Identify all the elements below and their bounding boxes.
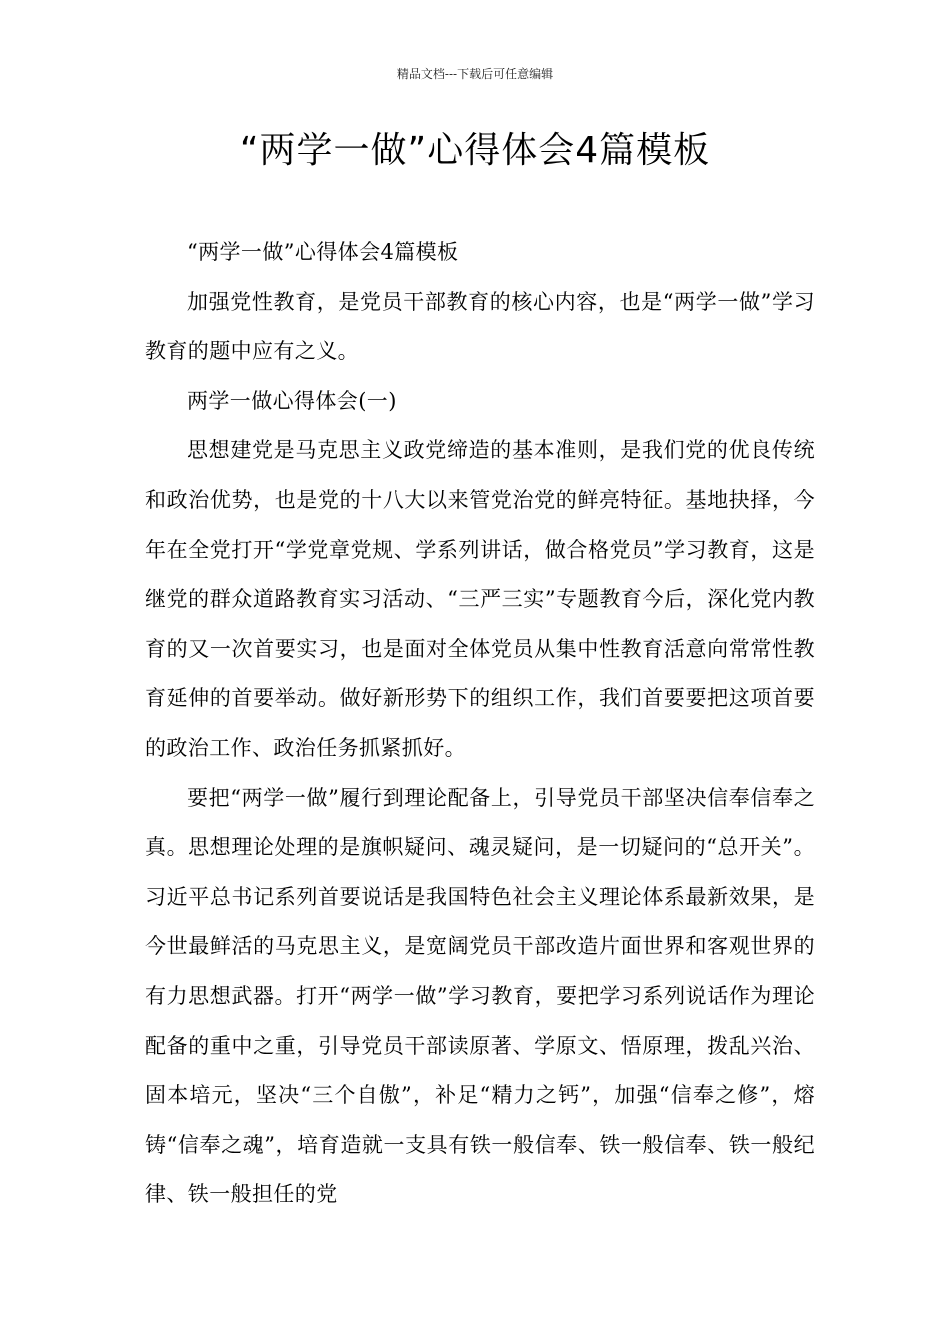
paragraph: 要把“两学一做”履行到理论配备上，引导党员干部坚决信奉信奉之真。思想理论处理的是旗帜疑问、魂灵疑问，是一切疑问的“总开关”。习近平总书记系列首要说话是我国特色社会主义理论体系最新效果，是今世最鲜活的马克思主义，是宽阔党员干部改造片面世界和客观世界的有力思想武器。打开“两学一做”学习教育，要把学习系列说话作为理论配备的重中之重，引导党员干部读原著、学原文、悟原理，拨乱兴治、固本培元，坚决“三个自傲”，补足“精力之钙”，加强“信奉之修”，熔铸“信奉之魂”，培育造就一支具有铁一般信奉、铁一般信奉、铁一般纪律、铁一般担任的党 (145, 785, 815, 1207)
section-heading: 两学一做心得体会(一) (187, 388, 397, 413)
document-title: “两学一做”心得体会4篇模板 (239, 130, 711, 171)
document-body (145, 228, 815, 1220)
paragraph: 思想建党是马克思主义政党缔造的基本准则，是我们党的优良传统和政治优势，也是党的十八大以来管党治党的鲜亮特征。基地抉择，今年在全党打开“学党章党规、学系列讲话，做合格党员”学习教育，这是继党的群众道路教育实习活动、“三严三实”专题教育今后，深化党内教育的又一次首要实习，也是面对全体党员从集中性教育活意向常常性教育延伸的首要举动。做好新形势下的组织工作，我们首要要把这项首要的政治工作、政治任务抓紧抓好。 (145, 438, 815, 760)
paragraph-subtitle: “两学一做”心得体会4篇模板 (187, 240, 459, 264)
paragraph-intro: 加强党性教育，是党员干部教育的核心内容，也是“两学一做”学习教育的题中应有之义。 (145, 289, 815, 364)
header-note: 精品文档---下载后可任意编辑 (396, 67, 554, 81)
